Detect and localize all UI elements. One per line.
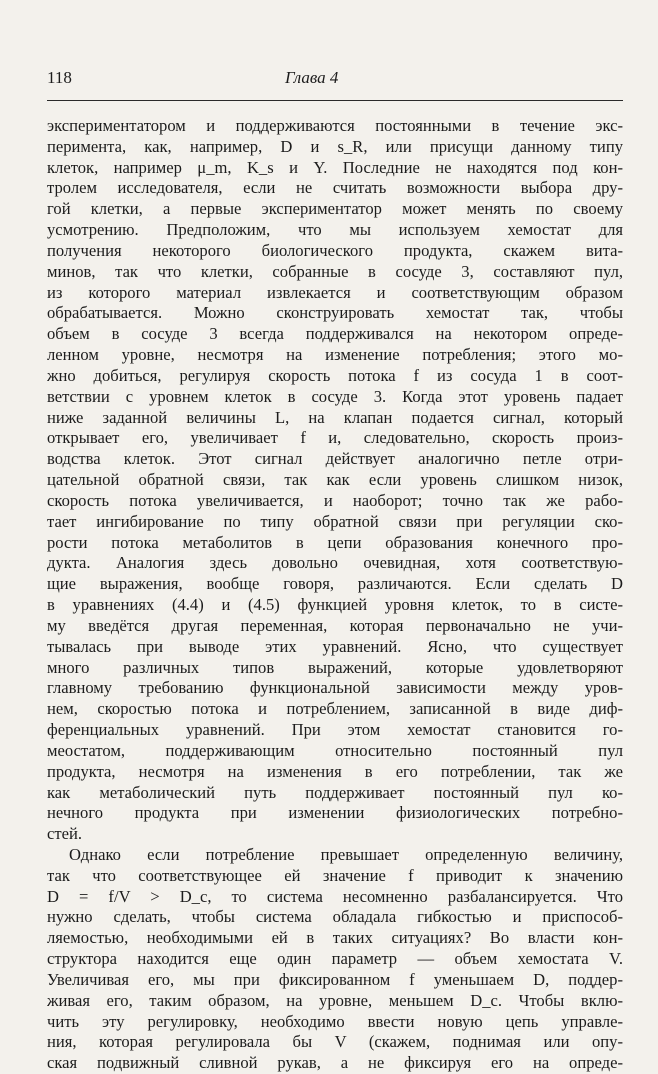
text-line: усмотрению. Предположим, что мы используем хемостат для	[47, 220, 623, 240]
text-line: ния, которая регулировала бы V (скажем, поднимая или опу-	[47, 1032, 623, 1052]
text-line: из которого материал извлекается и соответствующим образом	[47, 282, 623, 302]
text-line: гой клетки, а первые экспериментатор может менять по своему	[47, 199, 623, 219]
text-line: объем в сосуде 3 всегда поддерживался на некотором опреде-	[47, 324, 623, 344]
text-line: жно добиться, регулируя скорость потока f из сосуда 1 в соот-	[47, 365, 623, 385]
text-line: водства клеток. Этот сигнал действует аналогично петле отри-	[47, 449, 623, 469]
text-line: много различных типов выражений, которые удовлетворяют	[47, 657, 623, 677]
text-line: Увеличивая его, мы при фиксированном f уменьшаем D, поддер-	[47, 969, 623, 989]
text-line: обрабатывается. Можно сконструировать хемостат так, чтобы	[47, 303, 623, 323]
text-line: дукта. Аналогия здесь довольно очевидная, хотя соответствую-	[47, 553, 623, 573]
text-line: получения некоторого биологического продукта, скажем вита-	[47, 240, 623, 260]
text-line: ференциальных уравнений. При этом хемостат становится го-	[47, 720, 623, 740]
text-line: тролем исследователя, если не считать возможности выбора дру-	[47, 178, 623, 198]
text-line: структора находится еще один параметр — объем хемостата V.	[47, 949, 623, 969]
text-line: перимента, как, например, D и s_R, или присущи данному типу	[47, 136, 623, 156]
text-line: чить эту регулировку, необходимо ввести новую цепь управле-	[47, 1011, 623, 1031]
text-line: тывалась при выводе этих уравнений. Ясно, что существует	[47, 636, 623, 656]
text-line: щие выражения, вообще говоря, различаются. Если сделать D	[47, 574, 623, 594]
text-line: открывает его, увеличивает f и, следовательно, скорость произ-	[47, 428, 623, 448]
text-line: ленном уровне, несмотря на изменение потребления; этого мо-	[47, 345, 623, 365]
text-line: ветствии с уровнем клеток в сосуде 3. Когда этот уровень падает	[47, 386, 623, 406]
page-number: 118	[47, 68, 72, 87]
text-line: рости потока метаболитов в цепи образования конечного про-	[47, 532, 623, 552]
text-line: нечного продукта при изменении физиологических потребно-	[47, 803, 623, 823]
text-line: тает ингибирование по типу обратной связи при регуляции ско-	[47, 511, 623, 531]
text-line: нужно сделать, чтобы система обладала гибкостью и приспособ-	[47, 907, 623, 927]
text-line: ниже заданной величины L, на клапан подается сигнал, который	[47, 407, 623, 427]
text-line: ская подвижный сливной рукав, а не фиксируя его на опреде-	[47, 1053, 623, 1073]
text-line: продукта, несмотря на изменения в его потреблении, так же	[47, 761, 623, 781]
text-line: цательной обратной связи, так как если уровень слишком низок,	[47, 470, 623, 490]
text-line: в уравнениях (4.4) и (4.5) функцией уровня клеток, то в систе-	[47, 595, 623, 615]
text-line: клеток, например μ_m, K_s и Y. Последние не находятся под кон-	[47, 157, 623, 177]
text-line: минов, так что клетки, собранные в сосуде 3, составляют пул,	[47, 261, 623, 281]
running-header	[47, 68, 622, 94]
text-line: живая его, таким образом, на уровне, меньшем D_c. Чтобы вклю-	[47, 990, 623, 1010]
text-line: стей.	[47, 824, 83, 844]
text-line: Однако если потребление превышает определенную величину,	[69, 844, 623, 864]
text-line: так что соответствующее ей значение f приводит к значению	[47, 865, 623, 885]
header-rule	[47, 100, 623, 101]
text-line: му введётся другая переменная, которая первоначально не учи-	[47, 615, 623, 635]
text-line: D = f/V > D_c, то система несомненно разбалансируется. Что	[47, 886, 623, 906]
text-line: как метаболический путь поддерживает постоянный пул ко-	[47, 782, 623, 802]
chapter-title: Глава 4	[285, 68, 339, 87]
text-line: нем, скоростью потока и потреблением, записанной в виде диф-	[47, 699, 623, 719]
body-text	[47, 116, 623, 1074]
text-line: меостатом, поддерживающим относительно постоянный пул	[47, 740, 623, 760]
text-line: главному требованию функциональной зависимости между уров-	[47, 678, 623, 698]
text-line: скорость потока увеличивается, и наоборот; точно так же рабо-	[47, 490, 623, 510]
text-line: ляемостью, необходимыми ей в таких ситуациях? Во власти кон-	[47, 928, 623, 948]
text-line: экспериментатором и поддерживаются постоянными в течение экс-	[47, 116, 623, 135]
